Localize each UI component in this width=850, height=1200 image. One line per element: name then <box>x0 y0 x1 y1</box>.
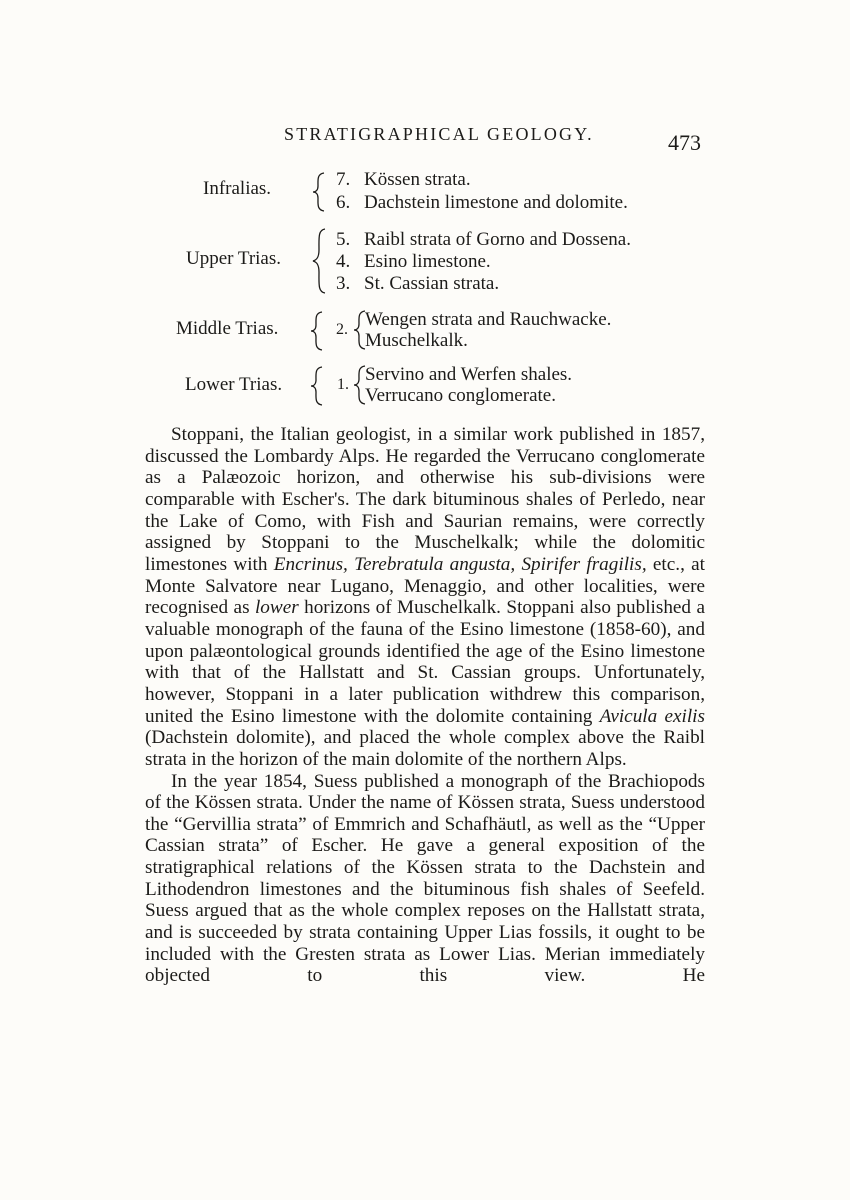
strata-item: Muschelkalk. <box>365 330 468 351</box>
text-run: Stoppani, the Italian geologist, in a similar work published in 1857, discussed the Lombardy Alps. He regarded the Verrucano conglomerate as a Palæozoic horizon, and otherwise his sub-divisions were comparable with Escher's. The dark bituminous shales of Perledo, near the Lake of Como, with Fish and Saurian remains, were correctly assigned by Stoppani to the Muschelkalk; while the dolomitic limestones with <box>145 424 705 575</box>
strata-item: Raibl strata of Gorno and Dossena. <box>364 229 631 250</box>
item-number: 7. <box>336 169 351 190</box>
paragraph-suess: In the year 1854, Suess published a monograph of the Brachiopods of the Kössen strata. Under the name of Kössen strata, Suess understood the “Gervillia strata” of Emmrich and Schafhäutl, as well as the “Upper Cassian strata” of Escher. He gave a general exposition of the stratigraphical relations of the Kössen strata to the Dachstein and Lithodendron limestones and the bituminous fish shales of Seefeld. Suess argued that as the whole complex reposes on the Hallstatt strata, and is succeeded by strata containing Upper Lias fossils, it ought to be included with the Gresten strata as Lower Lias. Merian immediately objected to this view. He <box>145 770 705 987</box>
paragraph-stoppani <box>145 424 705 771</box>
italic-taxa: Encrinus, Terebratula angusta, Spirifer fragilis, <box>273 553 647 575</box>
item-number: 3. <box>336 273 351 294</box>
brace-lower-trias <box>310 366 324 406</box>
italic-word: lower <box>254 597 299 619</box>
strata-item: Servino and Werfen shales. <box>365 364 573 385</box>
strata-item: Kössen strata. <box>364 169 471 190</box>
strata-item: Dachstein limestone and dolomite. <box>364 192 628 213</box>
group-label-middle-trias: Middle Trias. <box>176 318 279 339</box>
strata-table <box>150 166 710 416</box>
item-number: 6. <box>336 192 351 213</box>
group-label-lower-trias: Lower Trias. <box>185 374 283 395</box>
item-number: 5. <box>336 229 351 250</box>
group-label-upper-trias: Upper Trias. <box>186 248 282 269</box>
group-number: 1. <box>337 376 349 393</box>
page-number: 473 <box>668 130 701 155</box>
brace-upper-trias <box>311 228 327 294</box>
text-run: horizons of Muschelkalk. Stoppani also published a valuable monograph of the fauna of the Esino limestone (1858-60), and upon palæontological grounds identified the age of the Esino limestone with that of the Hallstatt and St. Cassian groups. Unfortunately, however, Stoppani in a later publication withdrew this comparison, united the Esino limestone with the dolomite containing <box>145 597 705 727</box>
italic-taxon: Avicula exilis <box>599 705 705 727</box>
text-run: (Dachstein dolomite), and placed the whole complex above the Raibl strata in the horizon of the main dolomite of the northern Alps. <box>145 727 705 770</box>
group-label-infralias: Infralias. <box>203 178 272 199</box>
strata-item: St. Cassian strata. <box>364 273 500 294</box>
item-number: 4. <box>336 251 351 272</box>
strata-item: Wengen strata and Rauchwacke. <box>365 309 612 330</box>
brace-middle-trias <box>310 311 324 351</box>
running-head: STRATIGRAPHICAL GEOLOGY. <box>284 124 594 144</box>
body-text <box>145 424 705 987</box>
strata-item: Esino limestone. <box>364 251 491 272</box>
text-run: etc., at Monte Salvatore near Lugano, Menaggio, and other localities, were recognised as <box>145 553 705 619</box>
strata-item: Verrucano conglomerate. <box>365 385 556 406</box>
group-number: 2. <box>336 321 348 338</box>
brace-infralias <box>312 172 326 212</box>
